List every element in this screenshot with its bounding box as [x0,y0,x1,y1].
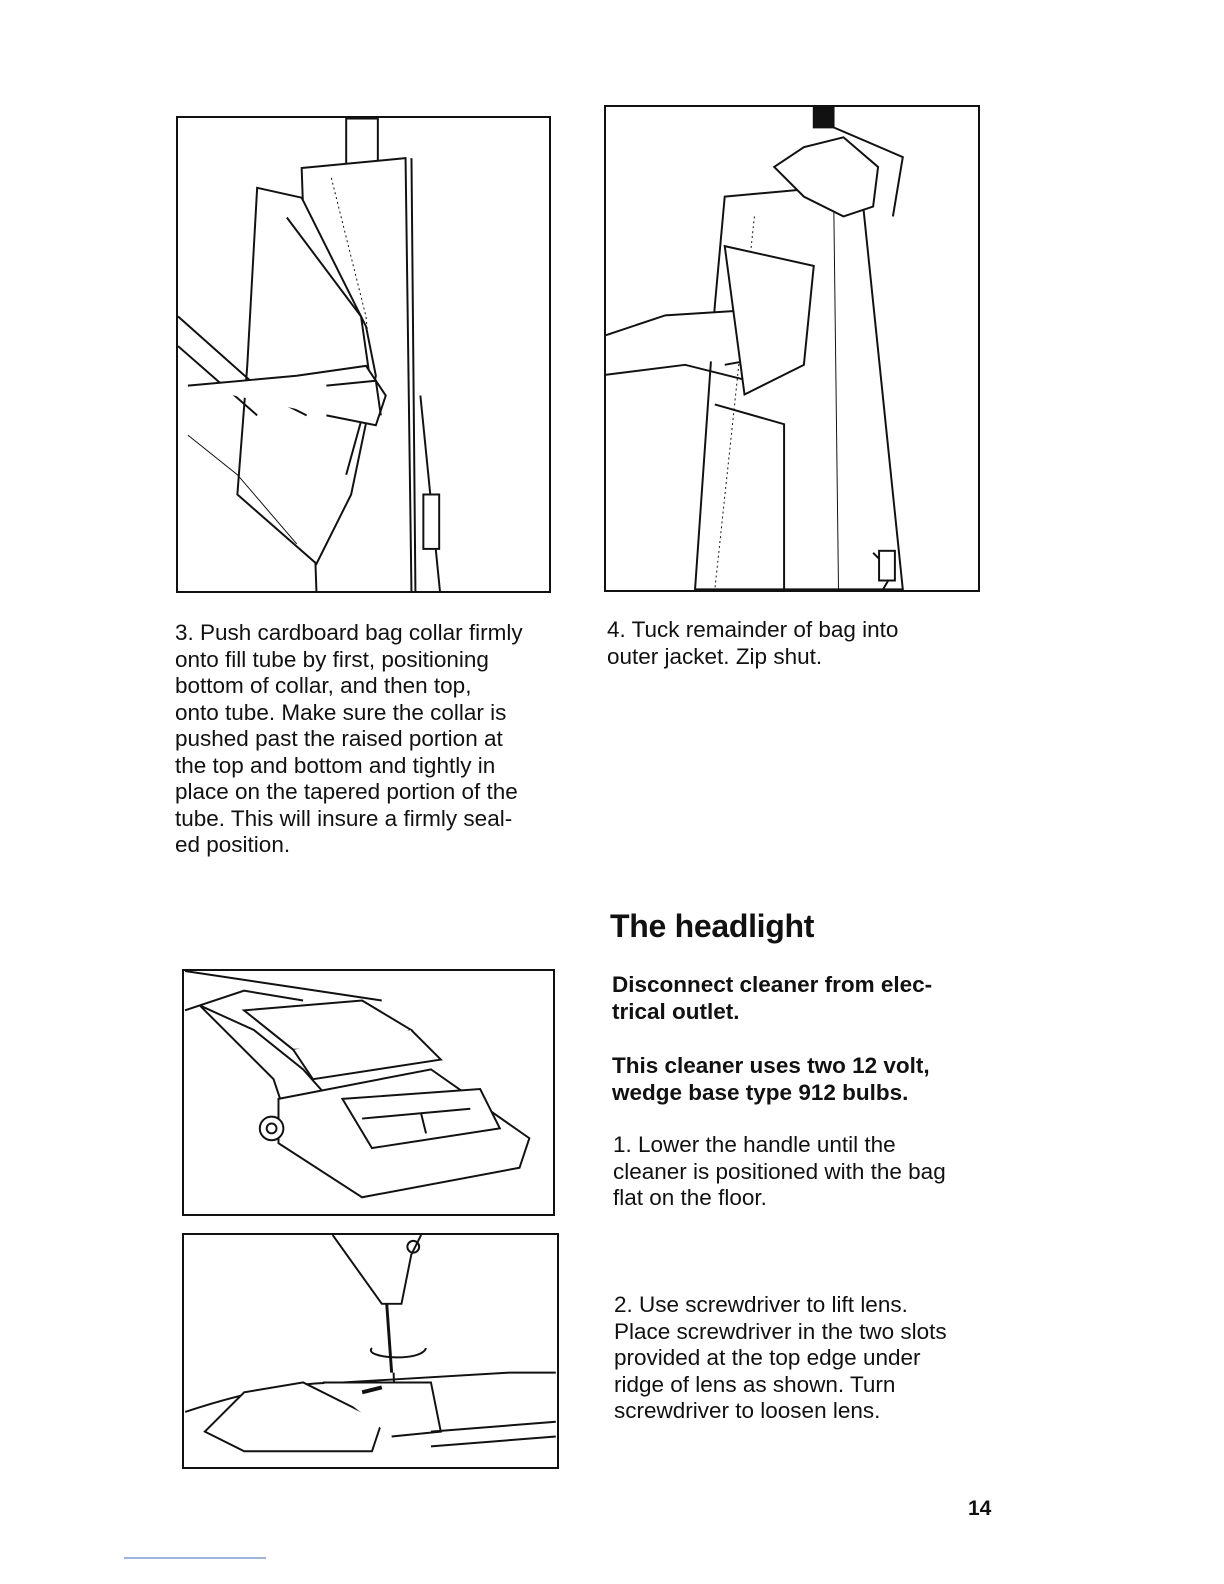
step-4-text: 4. Tuck remainder of bag into outer jacket. Zip shut. [607,617,899,669]
illustration-screwdriver-lens [182,1233,559,1469]
page-number: 14 [968,1497,992,1520]
headlight-step-1-text: 1. Lower the handle until the cleaner is positioned with the bag flat on the floor. [613,1132,946,1210]
link-underline [124,1557,266,1559]
bulb-specification: This cleaner uses two 12 volt, wedge base type 912 bulbs. [612,1053,930,1105]
illustration-cleaner-flat [182,969,555,1216]
warning-disconnect: Disconnect cleaner from elec- trical outlet. [612,972,933,1024]
illustration-tuck-bag [604,105,980,592]
section-title: The headlight [610,908,815,944]
headlight-step-2-text: 2. Use screwdriver to lift lens. Place screwdriver in the two slots provided at the top edge under ridge of lens as shown. Turn screwdriver to loosen lens. [614,1292,947,1423]
illustration-bag-collar [176,116,551,593]
step-3-text: 3. Push cardboard bag collar firmly onto fill tube by first, positioning bottom of collar, and then top, onto tube. Make sure the collar is pushed past the raised portion at the top and bottom and tightly in place on the tapered portion of the tube. This will insure a firmly seal- ed position. [175,620,523,857]
